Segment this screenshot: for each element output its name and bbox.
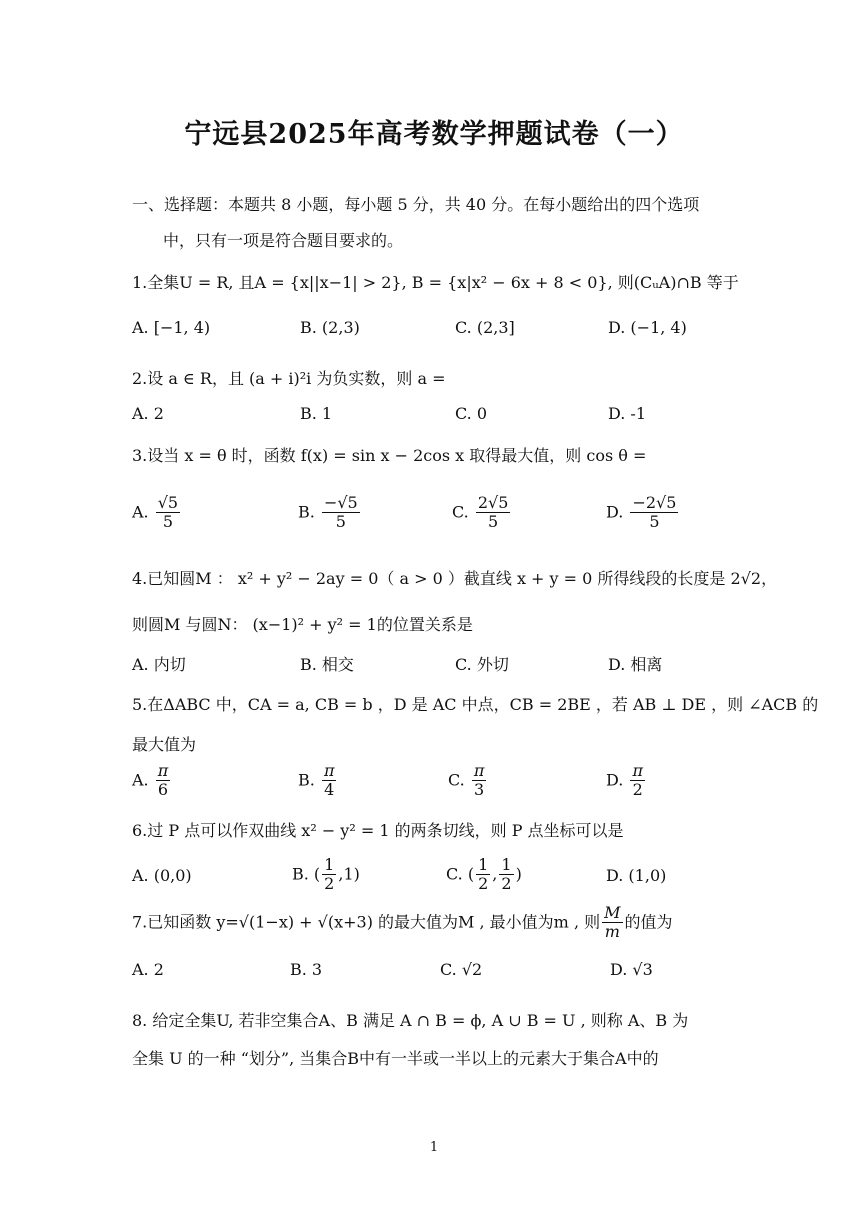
option-label: D. <box>606 770 624 790</box>
option-label: C. <box>448 770 465 790</box>
question-5-option-a <box>132 762 172 800</box>
option-tail: ,1) <box>338 864 360 884</box>
fraction <box>630 762 645 800</box>
question-5-option-b <box>298 762 338 800</box>
question-3-stem: 3.设当 x = θ 时，函数 f(x) = sin x − 2cos x 取得最大值，则 cos θ = <box>132 446 647 465</box>
question-2-option-c: C. 0 <box>455 404 488 423</box>
question-6-option-d: D. (1,0) <box>606 866 667 885</box>
section-heading-line1: 一、选择题：本题共 8 小题，每小题 5 分，共 40 分。在每小题给出的四个选项 <box>132 195 700 214</box>
fraction <box>322 762 337 800</box>
option-label: C. ( <box>446 864 475 884</box>
fraction-numerator: π <box>323 761 335 780</box>
fraction-numerator: −√5 <box>323 493 358 512</box>
question-3-option-d <box>606 494 680 532</box>
fraction-numerator: 1 <box>324 855 335 874</box>
question-5-option-c <box>448 762 488 800</box>
fraction-denominator: 4 <box>324 780 335 800</box>
fraction <box>322 856 336 894</box>
question-4-stem-line1: 4.已知圆M ： x² + y² − 2ay = 0（ a > 0 ）截直线 x + y = 0 所得线段的长度是 2√2， <box>132 569 778 588</box>
question-7-stem-pre: 7.已知函数 y=√(1−x) + √(x+3) 的最大值为M , 最小值为m , 则 <box>132 912 601 932</box>
question-7-stem <box>132 904 673 942</box>
question-7-option-d: D. √3 <box>610 960 653 979</box>
question-8-line1: 8. 给定全集U, 若非空集合A、B 满足 A ∩ B = ϕ, A ∪ B = U , 则称 A、B 为 <box>132 1011 689 1030</box>
page-number: 1 <box>429 1140 439 1155</box>
fraction-denominator: m <box>604 922 620 942</box>
question-4-option-c: C. 外切 <box>455 655 509 674</box>
question-6-option-b <box>292 856 360 894</box>
fraction-denominator: 6 <box>157 780 169 800</box>
question-2-option-d: D. -1 <box>608 404 647 423</box>
question-4-option-b: B. 相交 <box>300 655 354 674</box>
fraction-denominator: 5 <box>162 512 174 532</box>
option-label: A. <box>132 770 149 790</box>
question-4-stem-line2: 则圆M 与圆N： (x−1)² + y² = 1的位置关系是 <box>132 615 473 634</box>
question-6-option-c: C. ( $\frac{1}{2}$ , $\frac{1}{2}$ ) <box>446 855 522 894</box>
fraction <box>630 494 678 532</box>
fraction-denominator: 3 <box>474 780 485 800</box>
fraction-numerator: π <box>632 761 643 780</box>
fraction-denominator: 2 <box>501 874 512 894</box>
question-5-stem-line1: 5.在ΔABC 中，CA = a, CB = b ，D 是 AC 中点，CB = 2BE ，若 AB ⊥ DE ，则 ∠ACB 的 <box>132 695 819 714</box>
fraction-numerator: −2√5 <box>632 493 677 512</box>
question-4-option-a: A. 内切 <box>132 655 186 674</box>
fraction <box>472 762 487 800</box>
question-1-stem: 1.全集U = R, 且A = {x||x−1| > 2}, B = {x|x² − 6x + 8 < 0}, 则(CᵤA)∩B 等于 <box>132 273 739 292</box>
fraction-numerator: π <box>473 761 485 780</box>
fraction-denominator: 5 <box>649 512 660 532</box>
question-1-option-a: A. [−1, 4) <box>132 318 211 337</box>
option-label: B. <box>298 770 315 790</box>
question-2-stem: 2.设 a ∈ R，且 (a + i)²i 为负实数，则 a = <box>132 369 446 388</box>
question-3-option-c <box>452 494 512 532</box>
question-1-option-d: D. (−1, 4) <box>608 318 687 337</box>
question-7-option-c: C. √2 <box>440 960 483 979</box>
option-tail: ) <box>515 864 522 884</box>
fraction-denominator: 2 <box>632 780 643 800</box>
fraction-numerator: √5 <box>157 493 179 512</box>
fraction-numerator: M <box>604 903 621 922</box>
fraction-denominator: 5 <box>488 512 499 532</box>
option-label: D. <box>606 502 624 522</box>
question-7-stem-post: 的值为 <box>624 912 673 932</box>
option-label: A. <box>132 502 149 522</box>
question-5-stem-line2: 最大值为 <box>132 735 197 754</box>
fraction <box>322 494 360 532</box>
question-6-stem: 6.过 P 点可以作双曲线 x² − y² = 1 的两条切线，则 P 点坐标可以是 <box>132 821 624 840</box>
question-2-option-b: B. 1 <box>300 404 333 423</box>
fraction <box>476 494 511 532</box>
question-7-option-b: B. 3 <box>290 960 323 979</box>
option-label: B. ( <box>292 864 321 884</box>
question-3-option-b <box>298 494 362 532</box>
question-7-option-a: A. 2 <box>132 960 164 979</box>
fraction-numerator: 1 <box>501 855 512 874</box>
option-label: C. <box>452 502 469 522</box>
option-label: B. <box>298 502 315 522</box>
question-4-option-d: D. 相离 <box>608 655 663 674</box>
page-title: 宁远县2025年高考数学押题试卷（一） <box>184 119 684 150</box>
question-8-line2: 全集 U 的一种 “划分”, 当集合B中有一半或一半以上的元素大于集合A中的 <box>132 1049 659 1068</box>
question-3-option-a <box>132 494 182 532</box>
fraction <box>499 856 513 894</box>
fraction-denominator: 2 <box>324 874 335 894</box>
question-1-option-c: C. (2,3] <box>455 318 515 337</box>
fraction <box>476 856 490 894</box>
fraction-numerator: 1 <box>478 855 489 874</box>
fraction <box>156 762 171 800</box>
question-6-option-a: A. (0,0) <box>132 866 192 885</box>
fraction-denominator: 5 <box>335 512 346 532</box>
fraction <box>602 904 622 942</box>
fraction-numerator: π <box>157 761 169 780</box>
fraction <box>156 494 180 532</box>
fraction-denominator: 2 <box>478 874 489 894</box>
question-5-option-d <box>606 762 647 800</box>
question-1-option-b: B. (2,3) <box>300 318 360 337</box>
fraction-numerator: 2√5 <box>477 493 509 512</box>
question-2-option-a: A. 2 <box>132 404 164 423</box>
section-heading-line2: 中，只有一项是符合题目要求的。 <box>163 231 404 250</box>
